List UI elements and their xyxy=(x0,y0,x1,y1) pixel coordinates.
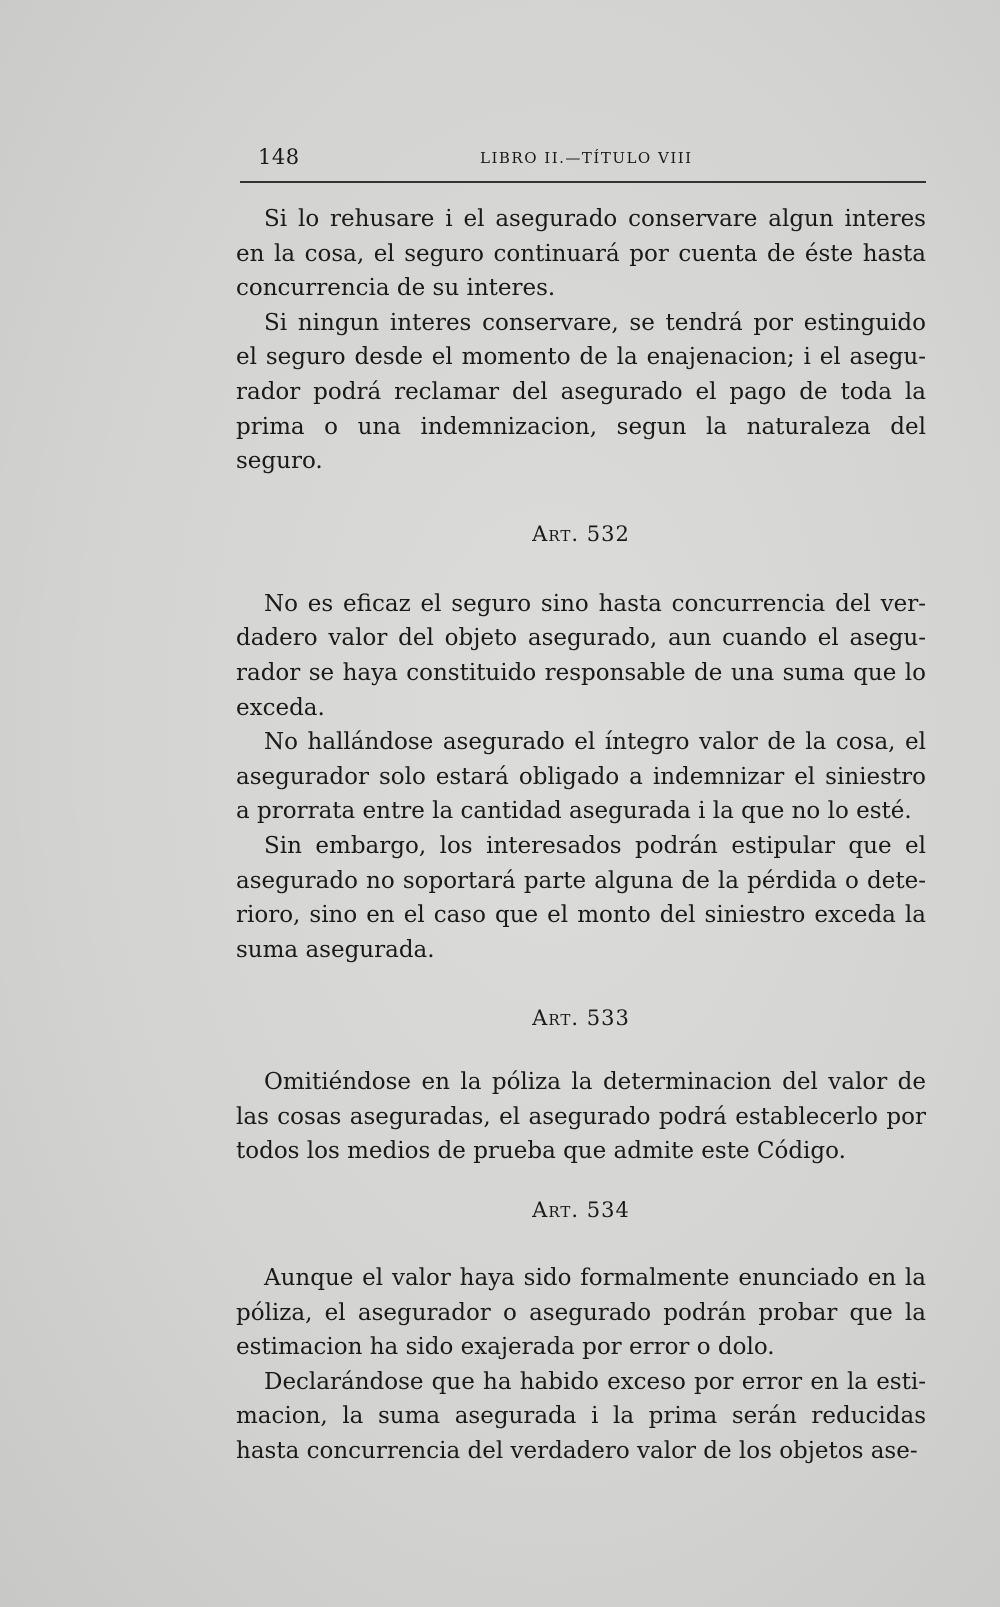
article-heading xyxy=(236,1193,926,1227)
paragraph: Declarándose que ha habido exceso por error en la estimacion, la suma asegurada i la prima serán reducidas hasta concurrencia del verdadero valor de los objetos ase- xyxy=(236,1368,926,1465)
paragraph: Sin embargo, los interesados podrán estipular que el asegurado no soportará parte alguna de la pérdida o deterioro, sino en el caso que el monto del siniestro exceda la suma asegurada. xyxy=(236,832,926,963)
article-number: 534 xyxy=(586,1198,630,1223)
article-label: Art. xyxy=(532,1006,580,1031)
paragraph: Aunque el valor haya sido formalmente enunciado en la póliza, el asegurador o asegurado podrán probar que la estimacion ha sido exajerada por error o dolo. xyxy=(236,1265,926,1361)
page-header xyxy=(258,145,926,175)
article-label: Art. xyxy=(532,1198,580,1223)
article-label: Art. xyxy=(532,521,580,546)
paragraph: No es eficaz el seguro sino hasta concurrencia del verdadero valor del objeto asegurado, aun cuando el asegurador se haya constituido responsable de una suma que lo exceda. xyxy=(236,590,926,721)
header-rule xyxy=(240,181,926,183)
article-heading xyxy=(236,517,926,551)
paragraph: Omitiéndose en la póliza la determinacion del valor de las cosas aseguradas, el asegurado podrá establecerlo por todos los medios de prueba que admite este Código. xyxy=(236,1069,926,1165)
article-heading xyxy=(236,1001,926,1035)
running-head: LIBRO II.—TÍTULO VIII xyxy=(480,149,693,167)
article-number: 533 xyxy=(586,1006,630,1031)
paragraph: Si ningun interes conservare, se tendrá por estinguido el seguro desde el momento de la enajenacion; i el asegurador podrá reclamar del asegurado el pago de toda la prima o una indemnizacion, segun la naturaleza del seguro. xyxy=(236,309,926,475)
paragraph: Si lo rehusare i el asegurado conservare algun interes en la cosa, el seguro continuará por cuenta de éste hasta concurrencia de su interes. xyxy=(236,206,926,302)
page-body xyxy=(236,202,926,1469)
page-number: 148 xyxy=(258,145,300,169)
paragraph: No hallándose asegurado el íntegro valor de la cosa, el asegurador solo estará obligado a indemnizar el siniestro a prorrata entre la cantidad asegurada i la que no lo esté. xyxy=(236,729,926,825)
article-number: 532 xyxy=(586,521,630,546)
